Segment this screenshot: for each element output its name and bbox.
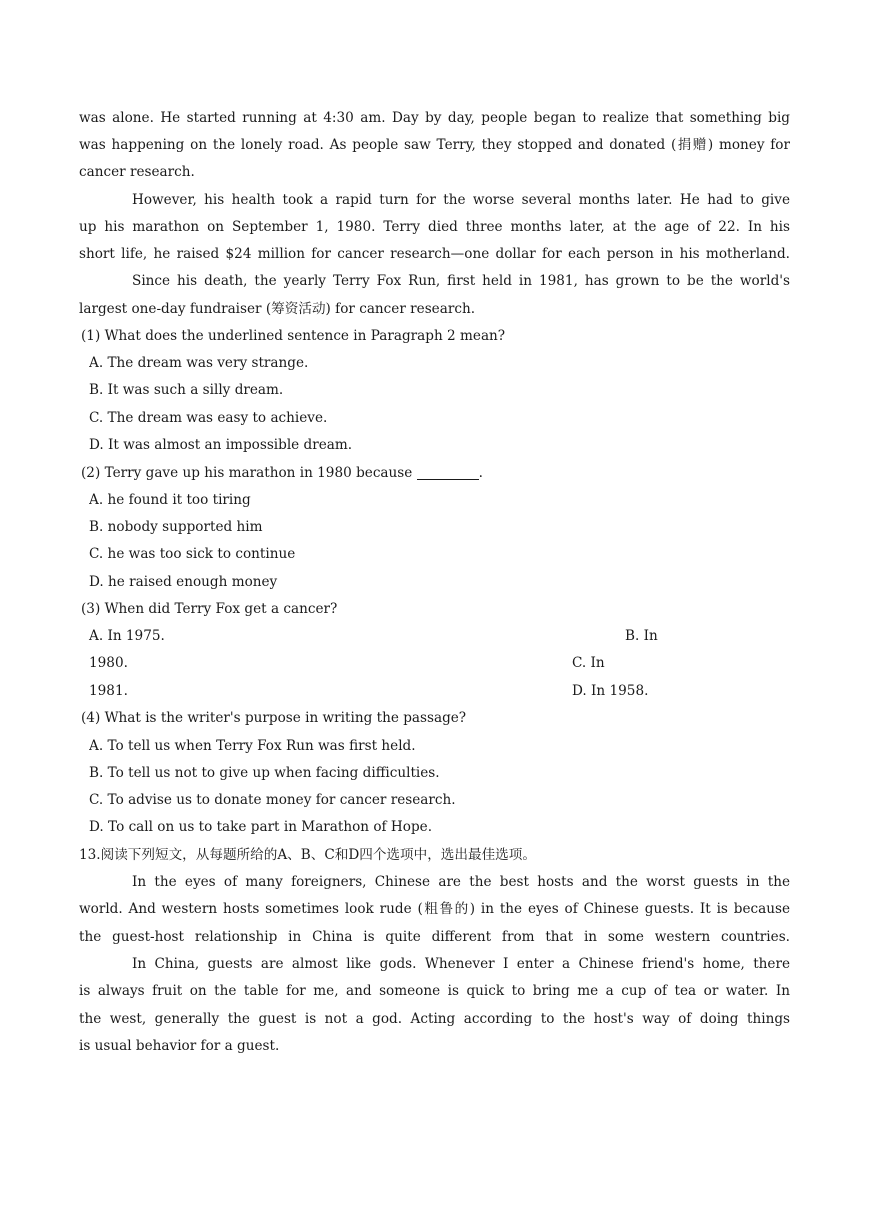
question-3-option-d: D. In 1958. [572,683,649,699]
passage-line: the guest-host relationship in China is quite different from that in some western countries. [79,929,790,945]
passage-line: largest one-day fundraiser (筹资活动) for cancer research. [79,301,476,317]
question-1-option-c: C. The dream was easy to achieve. [89,410,328,426]
question-4-option-b: B. To tell us not to give up when facing difficulties. [89,765,440,781]
question-4-option-a: A. To tell us when Terry Fox Run was first held. [89,738,416,754]
question-3-option-c: C. In [572,655,605,671]
passage-line: In the eyes of many foreigners, Chinese are the best hosts and the worst guests in the [132,874,790,890]
passage-line: was alone. He started running at 4:30 am. Day by day, people began to realize that something big [79,110,790,126]
question-3-option-b: B. In [625,628,658,644]
question-1-option-b: B. It was such a silly dream. [89,382,284,398]
passage-line: However, his health took a rapid turn for the worse several months later. He had to give [132,192,790,208]
passage-line: was happening on the lonely road. As people saw Terry, they stopped and donated (捐赠) money for [79,137,790,153]
passage-line: Since his death, the yearly Terry Fox Run, first held in 1981, has grown to be the world's [132,273,790,289]
passage-line: is always fruit on the table for me, and someone is quick to bring me a cup of tea or water. In [79,983,790,999]
question-1-option-a: A. The dream was very strange. [89,355,309,371]
passage-line: In China, guests are almost like gods. Whenever I enter a Chinese friend's home, there [132,956,790,972]
passage-line: short life, he raised $24 million for cancer research—one dollar for each person in his motherland. [79,246,790,262]
passage-line: is usual behavior for a guest. [79,1038,280,1054]
question-3-option-c-value: 1981. [89,683,128,699]
question-2-option-b: B. nobody supported him [89,519,263,535]
question-3-stem: (3) When did Terry Fox get a cancer? [81,601,338,617]
question-2-stem [81,460,792,487]
passage-line: cancer research. [79,164,195,180]
question-3-option-a: A. In 1975. [89,628,165,644]
passage-line: up his marathon on September 1, 1980. Terry died three months later, at the age of 22. In his [79,219,790,235]
question-2-option-d: D. he raised enough money [89,574,278,590]
section-13-heading: 13.阅读下列短文，从每题所给的A、B、C和D四个选项中，选出最佳选项。 [79,847,536,863]
question-2-stem-text: (2) Terry gave up his marathon in 1980 because [81,465,413,481]
question-4-stem: (4) What is the writer's purpose in writing the passage? [81,710,467,726]
question-1-stem: (1) What does the underlined sentence in Paragraph 2 mean? [81,328,506,344]
question-1-option-d: D. It was almost an impossible dream. [89,437,353,453]
passage-line: the west, generally the guest is not a god. Acting according to the host's way of doing things [79,1011,790,1027]
question-3-option-b-value: 1980. [89,655,128,671]
question-2-stem-end: . [478,465,483,481]
passage-line: world. And western hosts sometimes look rude (粗鲁的) in the eyes of Chinese guests. It is because [79,901,790,917]
question-2-option-a: A. he found it too tiring [89,492,251,508]
question-2-option-c: C. he was too sick to continue [89,546,296,562]
question-4-option-c: C. To advise us to donate money for cancer research. [89,792,456,808]
answer-blank [417,465,479,480]
question-4-option-d: D. To call on us to take part in Marathon of Hope. [89,819,433,835]
